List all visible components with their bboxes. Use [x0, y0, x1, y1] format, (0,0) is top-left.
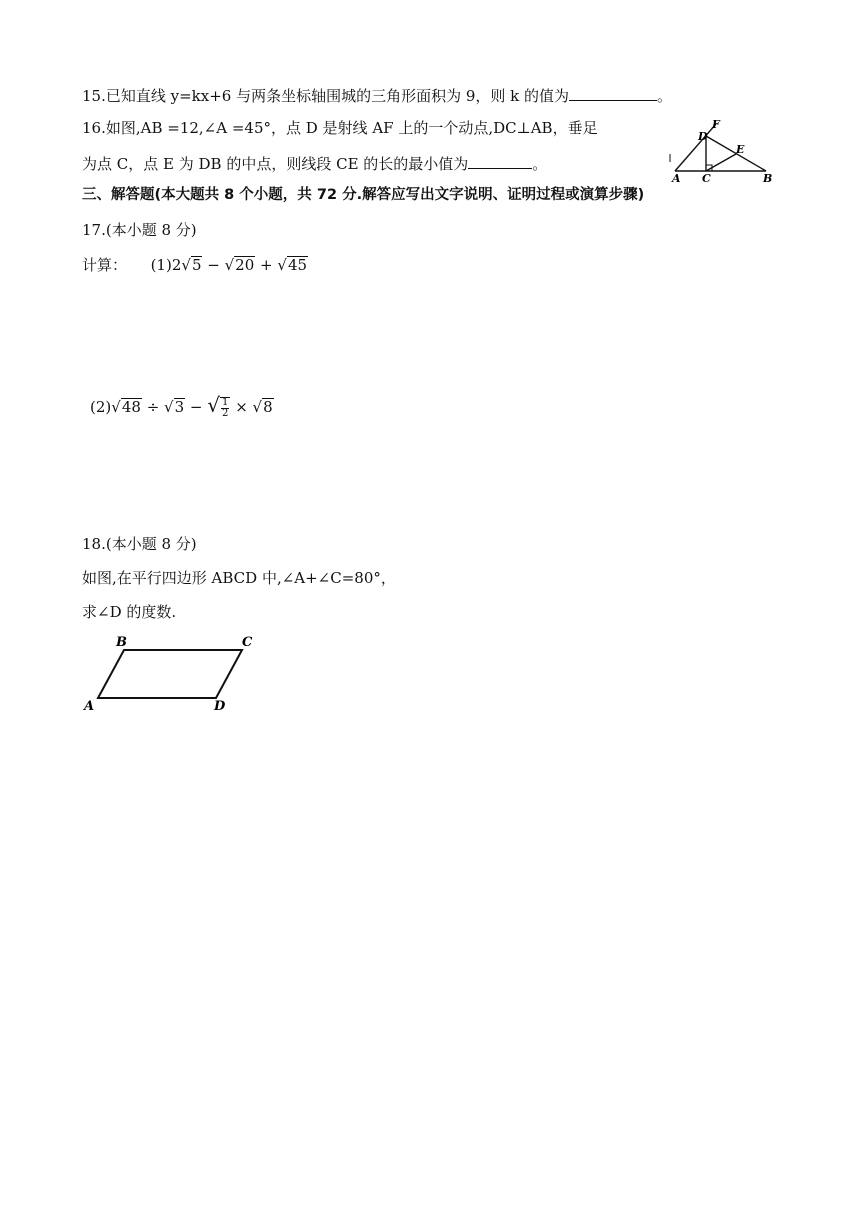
- part1-operator-2: +: [260, 256, 273, 274]
- answer-blank-15[interactable]: [569, 84, 657, 101]
- part2-operator-3: ×: [235, 398, 248, 416]
- label-q16-C: C: [702, 172, 711, 184]
- label-q16-D: D: [698, 130, 708, 143]
- part2-radicand-2: 3: [174, 398, 185, 416]
- label-q18-D: D: [214, 699, 226, 714]
- part2-radicand-3: 8: [263, 398, 273, 416]
- part1-operator-1: −: [207, 256, 220, 274]
- question-17-part2: (2)√48 ÷ √3 − √ $\frac{1}{2}$ × √8: [90, 393, 273, 419]
- part1-coefficient: 2: [171, 256, 182, 274]
- question-15: [82, 84, 672, 106]
- question-17-title: 17.(本小题 8 分): [82, 221, 197, 239]
- fraction-denominator: 2: [222, 407, 229, 419]
- part2-operator-2: −: [189, 398, 203, 416]
- question-16-line1: 16.如图,AB =12,∠A =45°，点 D 是射线 AF 上的一个动点,DC⊥AB，垂足: [82, 119, 598, 137]
- part1-radicand-2: 20: [235, 256, 255, 274]
- part2-label: (2): [90, 398, 112, 416]
- answer-blank-16[interactable]: [468, 152, 532, 169]
- label-q16-B: B: [763, 172, 773, 184]
- part2-fraction: [221, 398, 229, 419]
- label-q18-A: A: [84, 699, 95, 714]
- question-16-text: 为点 C，点 E 为 DB 的中点，则线段 CE 的长的最小值为: [82, 155, 469, 173]
- part2-radicand-1: 48: [121, 398, 141, 416]
- question-18-line2: 求∠D 的度数.: [82, 603, 177, 621]
- question-18-line1: 如图,在平行四边形 ABCD 中,∠A+∠C=80°，: [82, 569, 396, 587]
- question-18-title: 18.(本小题 8 分): [82, 535, 197, 553]
- part2-operator-1: ÷: [146, 398, 160, 416]
- label-q16-A: A: [672, 172, 681, 184]
- part1-radicand-3: 45: [287, 256, 308, 274]
- question-15-end: 。: [657, 87, 673, 105]
- label-q16-E: E: [736, 143, 745, 156]
- question-16-end: 。: [532, 155, 548, 173]
- label-q18-C: C: [242, 635, 253, 650]
- q18-parallelogram-figure: [80, 632, 260, 716]
- part1-radicand-1: 5: [191, 256, 202, 274]
- part2-fraction-root: [220, 397, 230, 419]
- calc-prompt: 计算：: [82, 256, 128, 274]
- section-3-heading: 三、解答题(本大题共 8 个小题，共 72 分.解答应写出文字说明、证明过程或演算步骤): [82, 187, 645, 203]
- question-16-line2: [82, 152, 547, 174]
- question-17-part1: 计算： (1)2√5 − √20 + √45: [82, 256, 308, 274]
- label-q18-B: B: [116, 635, 127, 650]
- label-q16-F: F: [712, 118, 720, 131]
- part1-label: (1): [150, 256, 172, 274]
- fraction-numerator: 1: [222, 396, 229, 408]
- q16-triangle-figure: [668, 118, 786, 184]
- question-15-text: 15.已知直线 y=kx+6 与两条坐标轴围城的三角形面积为 9，则 k 的值为: [82, 87, 570, 105]
